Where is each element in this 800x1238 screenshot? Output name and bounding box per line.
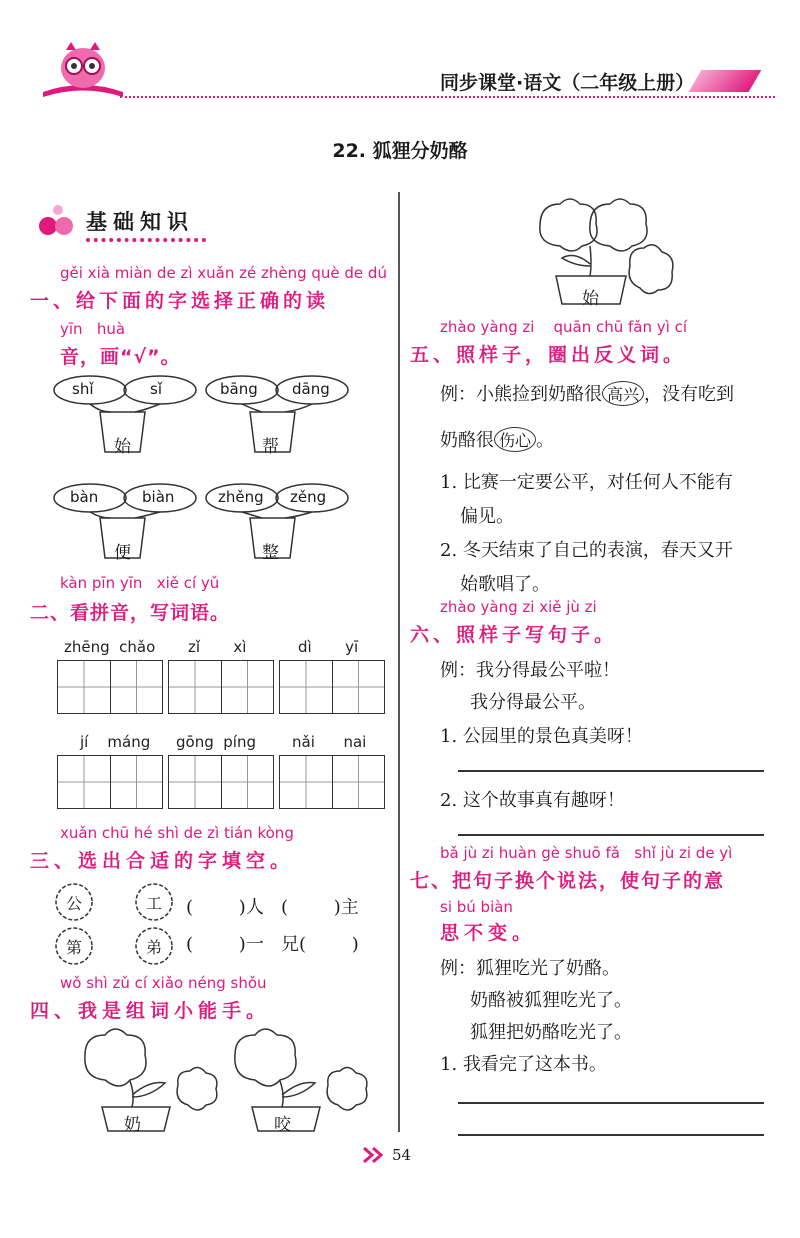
- s2-title: 二、看拼音，写词语。: [30, 602, 231, 624]
- s1-opt-dang[interactable]: dāng: [292, 380, 330, 398]
- s5-pinyin: zhào yàng zi quān chū fǎn yì cí: [440, 318, 687, 336]
- s7-title2: 思不变。: [440, 922, 537, 944]
- page-number: 54: [392, 1146, 412, 1164]
- s6-answer-line-2[interactable]: [458, 834, 764, 836]
- s2-row2-py2: gōng píng: [176, 733, 256, 751]
- s2-box-4[interactable]: [57, 755, 163, 809]
- s5-circle-gaoxing: 高兴: [602, 381, 644, 406]
- s2-box-3[interactable]: [279, 660, 385, 714]
- s5-item2[interactable]: 2. 冬天结束了自己的表演，春天又开: [440, 540, 733, 561]
- s6-pinyin: zhào yàng zi xiě jù zi: [440, 598, 597, 616]
- s6-answer-line-1[interactable]: [458, 770, 764, 772]
- s1-pinyin2: yīn huà: [60, 320, 126, 338]
- s6-example2: 我分得最公平。: [470, 692, 596, 713]
- s7-q1: 1. 我看完了这本书。: [440, 1054, 607, 1075]
- s3-flower-di2: 弟: [145, 937, 162, 957]
- s1-title2: 音，画“√”。: [60, 346, 181, 368]
- s7-example3: 狐狸把奶酪吃光了。: [470, 1022, 632, 1043]
- s1-char-shi: 始: [114, 437, 131, 457]
- column-divider: [398, 192, 400, 1132]
- s2-row1-py3: dì yī: [298, 638, 359, 656]
- dot-row: [86, 238, 206, 242]
- s7-example1: 例：狐狸吃光了奶酪。: [440, 958, 620, 979]
- s4-char-shi: 始: [582, 289, 599, 309]
- pots-row1: [50, 372, 360, 562]
- s3-line1[interactable]: ( )人 ( )主: [186, 897, 359, 918]
- s7-answer-line-2[interactable]: [458, 1134, 764, 1136]
- basics-label: 基础知识: [86, 209, 194, 234]
- header-series-title: 同步课堂·语文（二年级上册）: [440, 68, 694, 95]
- s1-title: 一、给下面的字选择正确的读: [30, 290, 330, 312]
- s1-opt-zheng[interactable]: zhěng: [218, 488, 264, 506]
- s1-char-bang: 帮: [262, 437, 279, 457]
- page-footer: [362, 1146, 411, 1164]
- s5-item1-cont[interactable]: 偏见。: [460, 506, 514, 527]
- lesson-title: 22. 狐狸分奶酪: [332, 140, 468, 162]
- s6-example1: 例：我分得最公平啦！: [440, 660, 620, 681]
- s3-flower-gong1: 公: [65, 893, 82, 913]
- flower-pot-right: [530, 196, 680, 308]
- s1-opt-bian[interactable]: biàn: [142, 488, 175, 506]
- header-logo: [38, 40, 128, 100]
- s7-example2: 奶酪被狐狸吃光了。: [470, 990, 632, 1011]
- s4-title: 四、我是组词小能手。: [30, 1000, 271, 1022]
- s2-row1-py2: zǐ xì: [188, 638, 247, 656]
- s4-char-yao: 咬: [274, 1115, 291, 1135]
- s6-q1: 1. 公园里的景色真美呀！: [440, 726, 643, 747]
- double-chevron-icon: [362, 1146, 386, 1164]
- s2-pinyin: kàn pīn yīn xiě cí yǔ: [60, 574, 220, 592]
- s2-box-2[interactable]: [168, 660, 274, 714]
- s2-box-1[interactable]: [57, 660, 163, 714]
- owl-book-icon: [38, 40, 128, 100]
- s7-pinyin: bǎ jù zi huàn gè shuō fǎ shǐ jù zi de yì: [440, 844, 733, 862]
- s2-row2-py3: nǎi nai: [292, 733, 367, 751]
- s1-char-bian: 便: [114, 543, 131, 563]
- basics-badge: [30, 196, 230, 251]
- s5-item2-cont[interactable]: 始歌唱了。: [460, 574, 550, 595]
- s1-opt-shi[interactable]: shǐ: [72, 380, 94, 398]
- s5-circle-shangxin: 伤心: [494, 427, 536, 452]
- s1-char-zheng: 整: [262, 543, 279, 563]
- s1-opt-bang[interactable]: bāng: [220, 380, 258, 398]
- flower-pots-s4: [70, 1025, 370, 1135]
- s2-row2-py1: jí máng: [80, 733, 151, 751]
- s7-title: 七、把句子换个说法，使句子的意: [410, 870, 726, 892]
- s3-line2[interactable]: ( )一 兄( ): [186, 934, 359, 955]
- s3-flower-gong2: 工: [145, 893, 162, 913]
- s1-pinyin: gěi xià miàn de zì xuǎn zé zhèng què de dú: [60, 264, 387, 282]
- s4-char-nai: 奶: [124, 1115, 141, 1135]
- s6-title: 六、照样子写句子。: [410, 624, 618, 646]
- s3-flower-di1: 第: [65, 937, 82, 957]
- s1-opt-zeng[interactable]: zěng: [290, 488, 327, 506]
- s7-pinyin2: si bú biàn: [440, 898, 513, 916]
- header-divider: [120, 96, 775, 99]
- s1-opt-si[interactable]: sǐ: [150, 380, 162, 398]
- s3-title: 三、选出合适的字填空。: [30, 850, 295, 872]
- s5-item1[interactable]: 1. 比赛一定要公平，对任何人不能有: [440, 472, 733, 493]
- s2-box-6[interactable]: [279, 755, 385, 809]
- s2-row1-py1: zhēng chǎo: [64, 638, 156, 656]
- s6-q2: 2. 这个故事真有趣呀！: [440, 790, 625, 811]
- s3-pinyin: xuǎn chū hé shì de zì tián kòng: [60, 824, 294, 842]
- s7-answer-line-1[interactable]: [458, 1102, 764, 1104]
- s5-example-line2: 奶酪很 伤心 。: [440, 426, 554, 452]
- s5-example-line1: 例：小熊捡到奶酪很 高兴 ，没有吃到: [440, 380, 734, 406]
- bubbles-icon: [30, 196, 90, 246]
- s2-box-5[interactable]: [168, 755, 274, 809]
- s5-title: 五、照样子，圈出反义词。: [410, 344, 687, 366]
- s4-pinyin: wǒ shì zǔ cí xiǎo néng shǒu: [60, 974, 267, 992]
- s1-opt-ban[interactable]: bàn: [70, 488, 99, 506]
